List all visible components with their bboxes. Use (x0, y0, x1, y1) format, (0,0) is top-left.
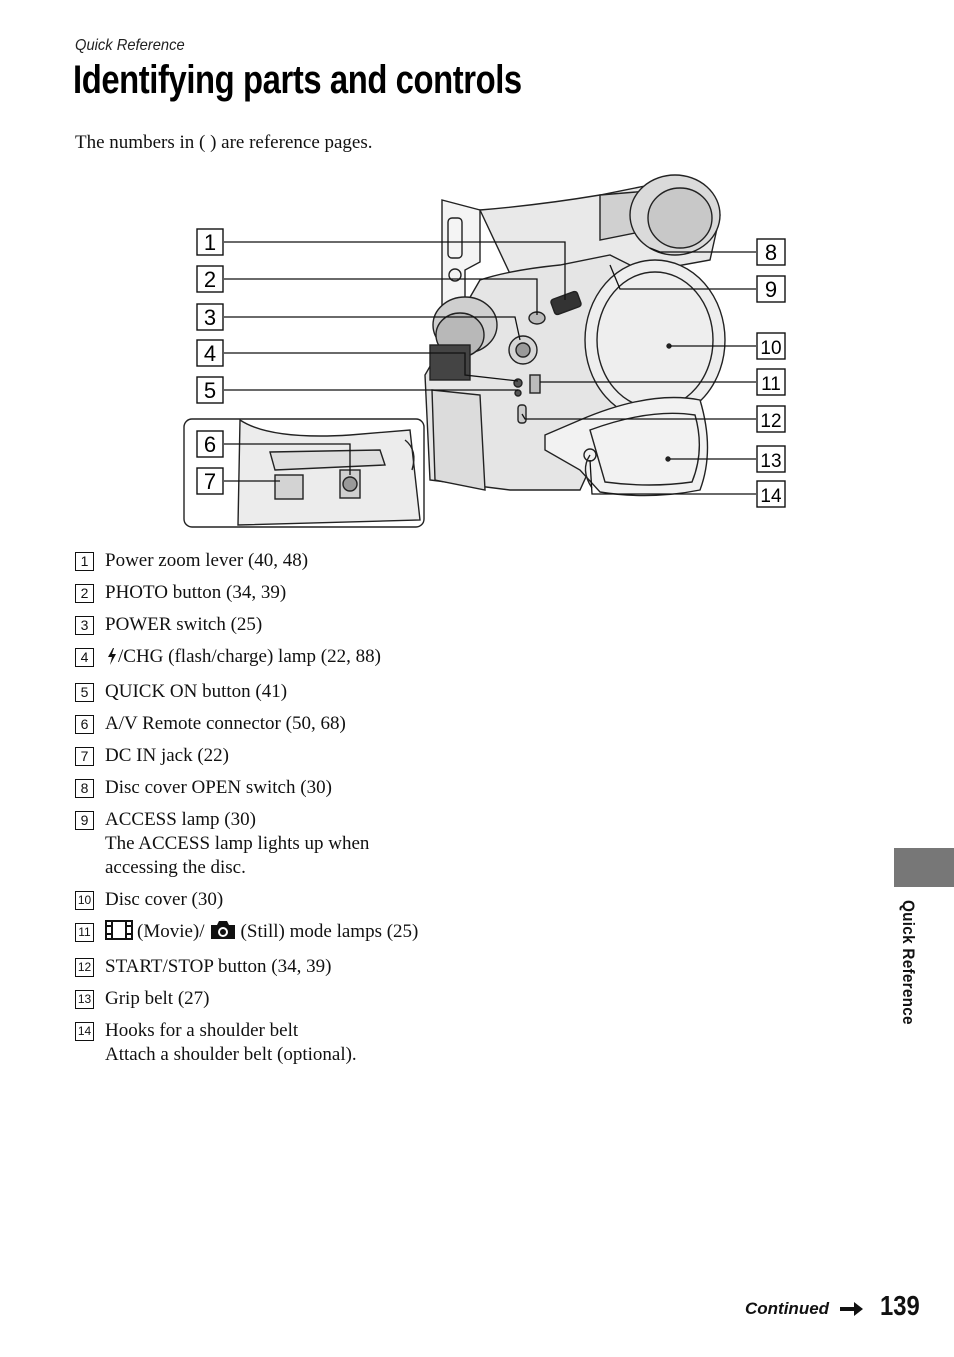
callout-4 (197, 340, 223, 366)
callout-13 (757, 446, 785, 472)
item-number: 3 (75, 616, 94, 635)
svg-text:8: 8 (764, 240, 778, 265)
callout-9 (757, 276, 785, 302)
svg-text:2: 2 (203, 267, 217, 292)
list-item (75, 680, 495, 704)
svg-text:6: 6 (203, 432, 217, 457)
callout-2 (197, 266, 223, 292)
list-item (75, 581, 495, 605)
item-text-still: (Still) mode lamps (25) (240, 921, 419, 942)
item-number: 10 (75, 891, 94, 910)
item-number: 13 (75, 990, 94, 1009)
continued-label: Continued (745, 1299, 830, 1318)
item-text: Power zoom lever (40, 48) (105, 550, 309, 571)
list-item (75, 920, 495, 947)
callout-14 (757, 481, 785, 507)
page-number: 139 (880, 1290, 920, 1321)
svg-text:12: 12 (760, 411, 782, 432)
arrow-right-icon (840, 1301, 864, 1317)
list-item (75, 1019, 495, 1067)
item-text: Disc cover OPEN switch (30) (105, 777, 332, 798)
svg-text:1: 1 (203, 230, 217, 255)
item-number: 7 (75, 747, 94, 766)
item-text: ACCESS lamp (30) (105, 809, 256, 830)
item-number: 9 (75, 811, 94, 830)
svg-text:5: 5 (203, 378, 217, 403)
callout-1 (197, 229, 223, 255)
item-number: 1 (75, 552, 94, 571)
item-text: PHOTO button (34, 39) (105, 582, 287, 603)
svg-text:7: 7 (203, 469, 217, 494)
callout-6 (197, 431, 223, 457)
side-tab-label: Quick Reference (899, 900, 918, 1025)
item-number: 4 (75, 648, 94, 667)
item-number: 8 (75, 779, 94, 798)
item-text: A/V Remote connector (50, 68) (105, 713, 346, 734)
list-item (75, 613, 495, 637)
svg-text:13: 13 (760, 451, 782, 472)
still-camera-icon (209, 920, 237, 947)
flash-icon (107, 648, 117, 672)
list-item (75, 776, 495, 800)
svg-text:4: 4 (203, 341, 217, 366)
callout-11 (757, 369, 785, 395)
item-number: 12 (75, 958, 94, 977)
svg-text:9: 9 (764, 277, 778, 302)
item-number: 6 (75, 715, 94, 734)
callout-3 (197, 304, 223, 330)
page-title: Identifying parts and controls (73, 58, 522, 102)
list-item (75, 744, 495, 768)
list-item (75, 645, 495, 672)
callout-5 (197, 377, 223, 403)
item-note: The ACCESS lamp lights up when accessing the disc. (105, 833, 370, 878)
movie-film-icon (105, 920, 133, 947)
callout-10 (757, 333, 785, 359)
list-item (75, 712, 495, 736)
callout-8 (757, 239, 785, 265)
list-item (75, 987, 495, 1011)
callout-7 (197, 468, 223, 494)
item-text: START/STOP button (34, 39) (105, 956, 332, 977)
svg-text:3: 3 (203, 305, 217, 330)
item-text: POWER switch (25) (105, 614, 263, 635)
item-text: /CHG (flash/charge) lamp (22, 88) (118, 646, 381, 667)
item-text: Grip belt (27) (105, 988, 210, 1009)
callout-12 (757, 406, 785, 432)
item-number: 14 (75, 1022, 94, 1041)
side-tab (894, 848, 954, 887)
svg-text:11: 11 (761, 374, 781, 395)
item-number: 2 (75, 584, 94, 603)
item-number: 11 (75, 923, 94, 942)
parts-list (75, 549, 495, 1075)
list-item (75, 888, 495, 912)
item-note: Attach a shoulder belt (optional). (105, 1044, 357, 1065)
svg-text:10: 10 (760, 338, 782, 359)
list-item (75, 955, 495, 979)
section-label: Quick Reference (75, 37, 185, 54)
list-item (75, 808, 495, 880)
item-text: Hooks for a shoulder belt (105, 1020, 299, 1041)
list-item (75, 549, 495, 573)
item-text-movie: (Movie)/ (137, 921, 205, 942)
camcorder-illustration (180, 170, 800, 535)
item-number: 5 (75, 683, 94, 702)
svg-text:14: 14 (760, 486, 782, 507)
item-text: DC IN jack (22) (105, 745, 229, 766)
item-text: Disc cover (30) (105, 889, 224, 910)
item-text: QUICK ON button (41) (105, 681, 288, 702)
intro-text: The numbers in ( ) are reference pages. (75, 132, 373, 153)
